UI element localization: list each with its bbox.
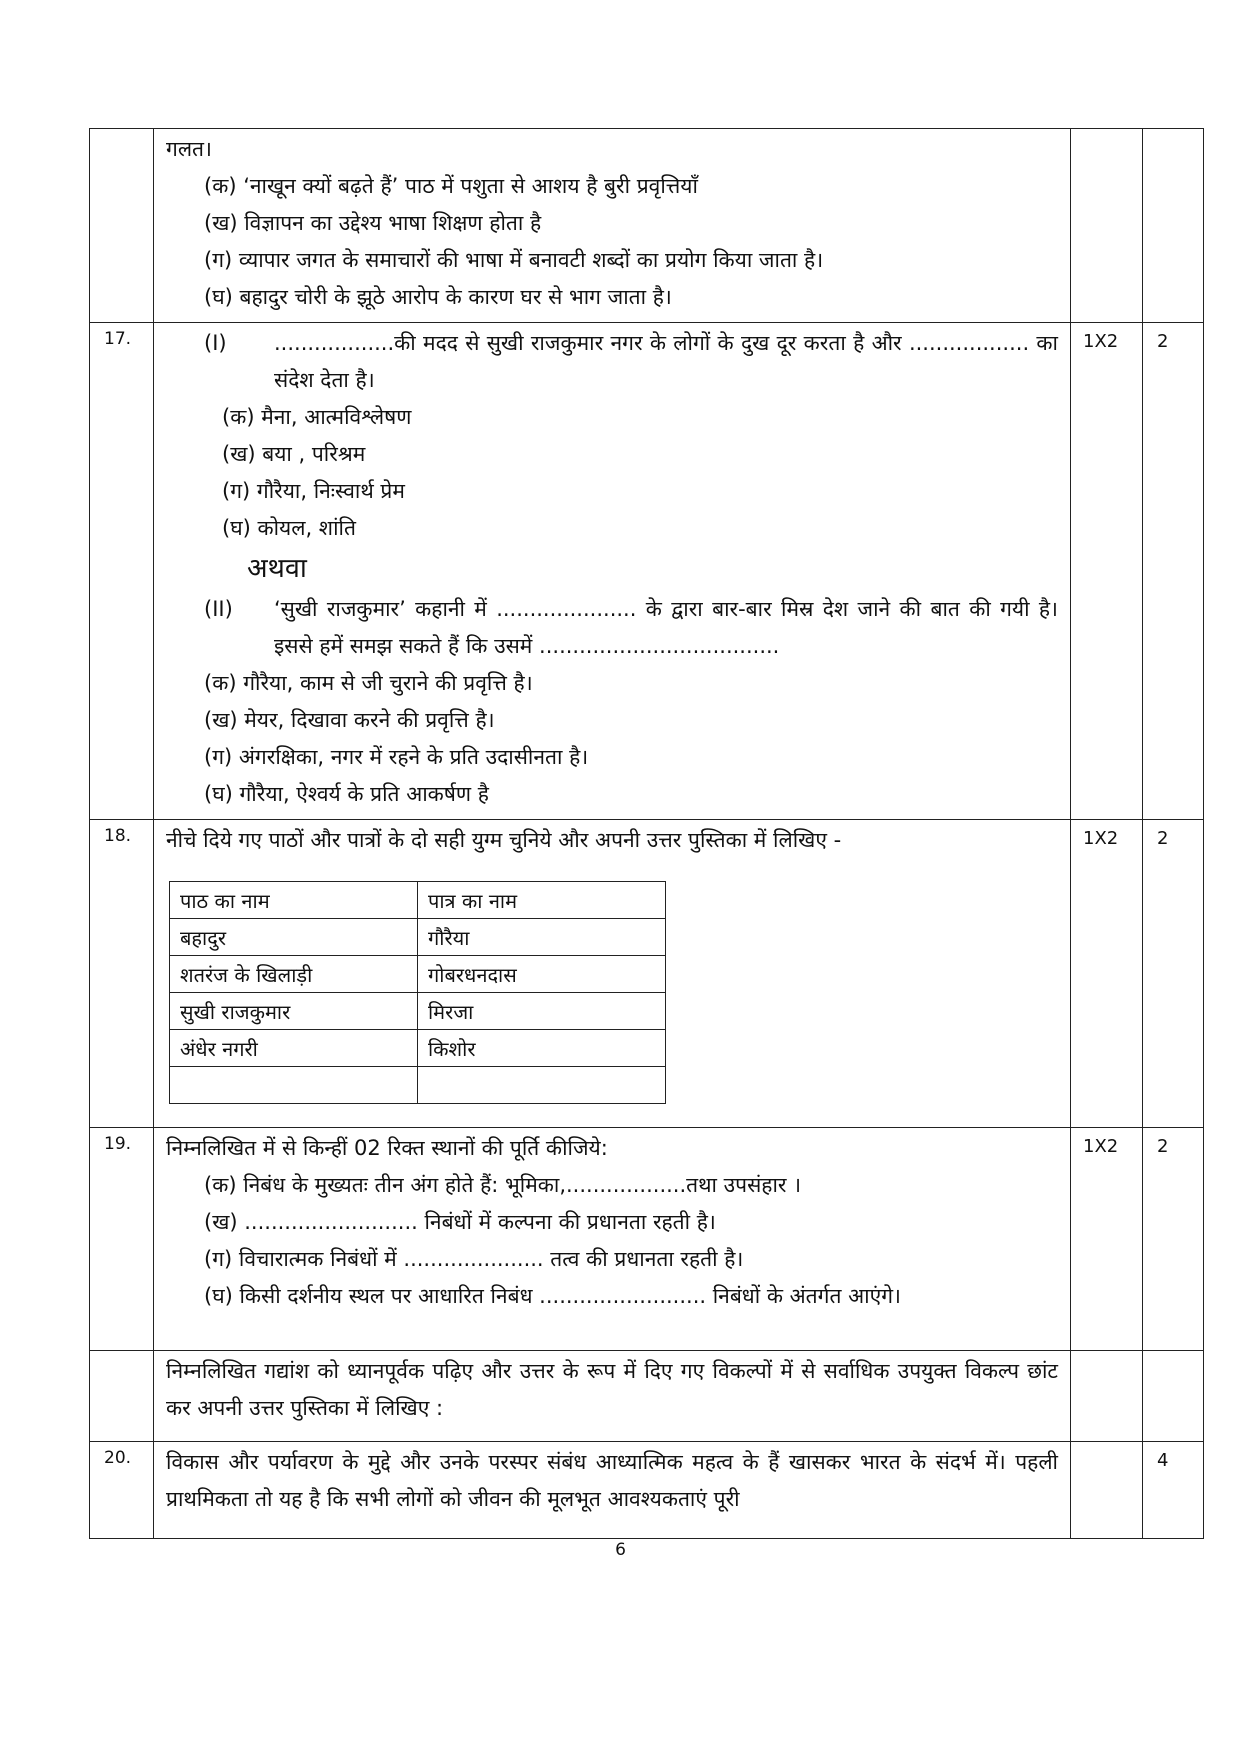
lesson-name: अंधेर नगरी — [170, 1030, 418, 1067]
lesson-name — [170, 1067, 418, 1104]
match-table — [169, 881, 666, 1104]
table-row — [90, 820, 1204, 1128]
option-line: (घ) बहादुर चोरी के झूठे आरोप के कारण घर से भाग जाता है। — [204, 285, 672, 309]
option-line: (ग) अंगरक्षिका, नगर में रहने के प्रति उदासीनता है। — [204, 745, 589, 769]
question-body-cell — [154, 129, 1071, 323]
question-number-cell — [90, 323, 154, 820]
or-separator: अथवा — [247, 553, 307, 584]
question-number: 19. — [104, 1134, 132, 1154]
table-row — [90, 1442, 1204, 1539]
marks-cell — [1071, 820, 1143, 1128]
option-line: (ख) विज्ञापन का उद्देश्य भाषा शिक्षण होता है — [204, 211, 542, 235]
question-body-cell — [154, 1128, 1071, 1351]
match-table-row — [170, 1030, 666, 1067]
match-table-header — [170, 882, 666, 919]
match-table-row — [170, 1067, 666, 1104]
option-line: (ख) .......................... निबंधों में कल्पना की प्रधानता रहती है। — [204, 1210, 716, 1234]
total-cell — [1143, 1442, 1204, 1539]
option-line: (क) मैना, आत्मविश्लेषण — [222, 405, 412, 429]
option-line: (ग) गौरैया, निःस्वार्थ प्रेम — [222, 479, 405, 503]
table-row — [90, 323, 1204, 820]
total-cell — [1143, 1128, 1204, 1351]
total-cell — [1143, 323, 1204, 820]
option-line: (घ) किसी दर्शनीय स्थल पर आधारित निबंध ......................... निबंधों के अंतर्गत आएंगे। — [204, 1284, 901, 1308]
column-header: पात्र का नाम — [418, 882, 666, 919]
option-line: (क) ‘नाखून क्यों बढ़ते हैं’ पाठ में पशुता से आशय है बुरी प्रवृत्तियाँ — [204, 174, 698, 198]
question-number-cell — [90, 129, 154, 323]
character-name — [418, 1067, 666, 1104]
marks-value: 1X2 — [1083, 331, 1119, 352]
option-line: (क) गौरैया, काम से जी चुराने की प्रवृत्ति है। — [204, 671, 533, 695]
question-table — [89, 128, 1204, 1539]
match-table-row — [170, 956, 666, 993]
lesson-name: सुखी राजकुमार — [170, 993, 418, 1030]
question-text: नीचे दिये गए पाठों और पात्रों के दो सही युग्म चुनिये और अपनी उत्तर पुस्तिका में लिखिए - — [166, 828, 842, 852]
option-line: (घ) गौरैया, ऐश्वर्य के प्रति आकर्षण है — [204, 782, 489, 806]
option-line: (घ) कोयल, शांति — [222, 516, 356, 540]
question-number-cell — [90, 820, 154, 1128]
column-header: पाठ का नाम — [170, 882, 418, 919]
question-text: निम्नलिखित में से किन्हीं 02 रिक्त स्थानों की पूर्ति कीजिये: — [166, 1136, 608, 1160]
question-body-cell — [154, 323, 1071, 820]
total-value: 2 — [1157, 1136, 1169, 1157]
part-text: ‘सुखी राजकुमार’ कहानी में ..................... के द्वारा बार-बार मिस्र देश जाने की बात की गयी है। इससे हमें समझ सकते हैं कि उसमें .................................... — [274, 597, 1058, 658]
text-line: गलत। — [166, 137, 212, 161]
option-line: (ख) बया , परिश्रम — [222, 442, 366, 466]
question-part-2 — [166, 591, 1058, 665]
marks-cell — [1071, 1351, 1143, 1442]
instruction-text: निम्नलिखित गद्यांश को ध्यानपूर्वक पढ़िए और उत्तर के रूप में दिए गए विकल्पों में से सर्वाधिक उपयुक्त विकल्प छांट कर अपनी उत्तर पुस्तिका में लिखिए : — [166, 1359, 1058, 1420]
question-part-1 — [166, 325, 1058, 399]
table-row — [90, 1351, 1204, 1442]
lesson-name: शतरंज के खिलाड़ी — [170, 956, 418, 993]
match-table-row — [170, 919, 666, 956]
question-number-cell — [90, 1442, 154, 1539]
total-value: 2 — [1157, 828, 1169, 849]
match-table-row — [170, 993, 666, 1030]
table-row — [90, 129, 1204, 323]
question-body-cell — [154, 1442, 1071, 1539]
marks-cell — [1071, 129, 1143, 323]
question-number: 18. — [104, 826, 132, 846]
option-line: (ग) व्यापार जगत के समाचारों की भाषा में बनावटी शब्दों का प्रयोग किया जाता है। — [204, 248, 824, 272]
total-cell — [1143, 820, 1204, 1128]
character-name: गोबरधनदास — [418, 956, 666, 993]
question-number: 20. — [104, 1448, 132, 1468]
passage-text: विकास और पर्यावरण के मुद्दे और उनके परस्पर संबंध आध्यात्मिक महत्व के हैं खासकर भारत के संदर्भ में। पहली प्राथमिकता तो यह है कि सभी लोगों को जीवन की मूलभूत आवश्यकताएं पूरी — [166, 1450, 1058, 1511]
character-name: मिरजा — [418, 993, 666, 1030]
table-row — [90, 1128, 1204, 1351]
marks-cell — [1071, 1442, 1143, 1539]
marks-cell — [1071, 1128, 1143, 1351]
character-name: गौरैया — [418, 919, 666, 956]
total-value: 4 — [1157, 1450, 1169, 1471]
question-number: 17. — [104, 329, 132, 349]
part-label: (I) — [204, 331, 227, 355]
lesson-name: बहादुर — [170, 919, 418, 956]
marks-cell — [1071, 323, 1143, 820]
question-number-cell — [90, 1351, 154, 1442]
total-value: 2 — [1157, 331, 1169, 352]
question-number-cell — [90, 1128, 154, 1351]
question-body-cell — [154, 820, 1071, 1128]
question-body-cell — [154, 1351, 1071, 1442]
option-line: (क) निबंध के मुख्यतः तीन अंग होते हैं: भूमिका,..................तथा उपसंहार । — [204, 1173, 802, 1197]
marks-value: 1X2 — [1083, 1136, 1119, 1157]
part-label: (II) — [204, 597, 233, 621]
total-cell — [1143, 1351, 1204, 1442]
total-cell — [1143, 129, 1204, 323]
part-text: ..................की मदद से सुखी राजकुमार नगर के लोगों के दुख दूर करता है और .................. का संदेश देता है। — [274, 331, 1058, 392]
option-line: (ग) विचारात्मक निबंधों में ..................... तत्व की प्रधानता रहती है। — [204, 1247, 744, 1271]
marks-value: 1X2 — [1083, 828, 1119, 849]
option-line: (ख) मेयर, दिखावा करने की प्रवृत्ति है। — [204, 708, 495, 732]
character-name: किशोर — [418, 1030, 666, 1067]
page-number: 6 — [615, 1540, 626, 1560]
